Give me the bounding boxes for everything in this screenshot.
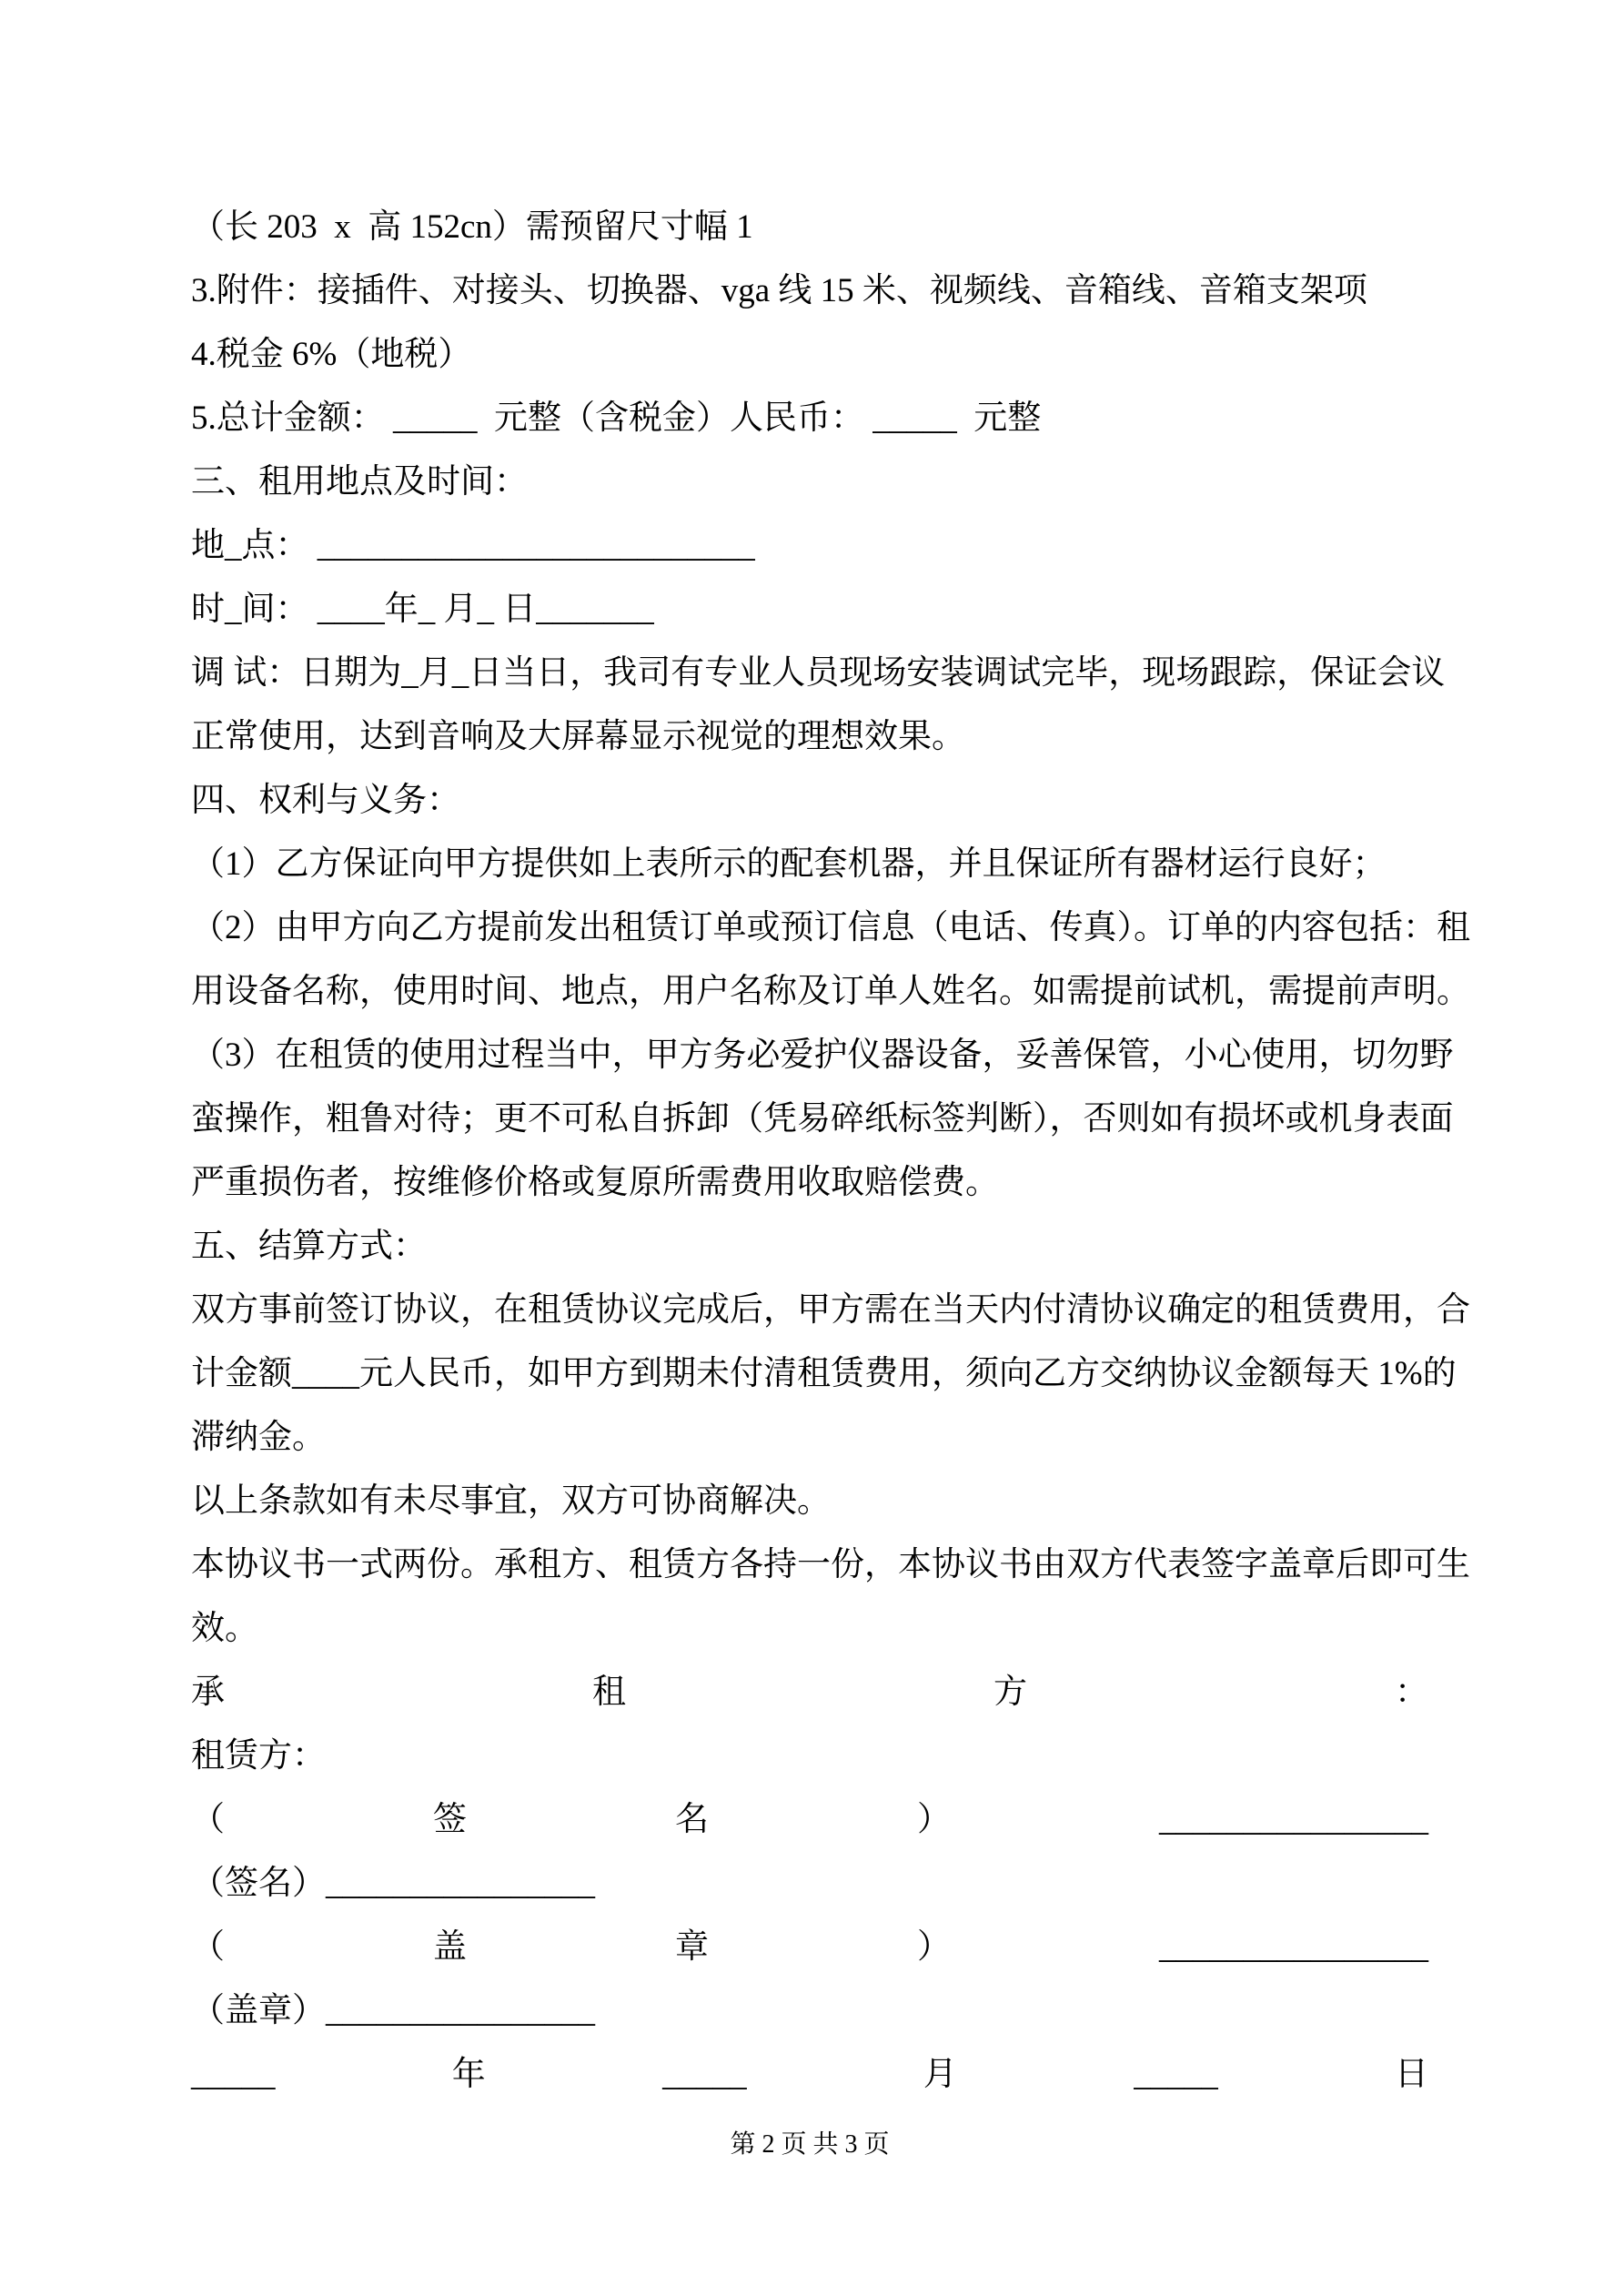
rights-item-1-line: （1）乙方保证向甲方提供如上表所示的配套机器，并且保证所有器材运行良好； — [191, 845, 1387, 883]
date-line — [191, 2043, 1428, 2107]
lessee-colon: ： — [1395, 1674, 1428, 1711]
lessee-char-1: 承 — [191, 1674, 225, 1711]
section-5-heading: 五、结算方式： — [191, 1228, 427, 1265]
signature-close-paren: ） — [917, 1801, 951, 1838]
clause-attachments-line: 3.附件：接插件、对接头、切换器、vga 线 15 米、视频线、音箱线、音箱支架项 — [191, 272, 1367, 309]
document-body — [191, 196, 1470, 2163]
seal-open-paren: （ — [191, 1928, 225, 1966]
clause-total-amount-line: 5.总计金额： _____ 元整（含税金）人民币： _____ 元整 — [191, 400, 1042, 437]
settlement-line-1: 双方事前签订协议，在租赁协议完成后，甲方需在当天内付清协议确定的租赁费用，合 — [191, 1291, 1470, 1329]
settlement-line-2: 计金额____元人民币，如甲方到期未付清租赁费用，须向乙方交纳协议金额每天 1%的 — [191, 1355, 1457, 1392]
signature-blank-line: （签名）________________ — [191, 1865, 595, 1902]
section-3-heading: 三、租用地点及时间： — [191, 463, 528, 501]
rights-item-2-line-1: （2）由甲方向乙方提前发出租赁订单或预订信息（电话、传真）。订单的内容包括：租 — [191, 909, 1470, 946]
page-number-footer: 第 2 页 共 3 页 — [730, 2130, 890, 2159]
tuning-note-line-1: 调 试：日期为_月_日当日，我司有专业人员现场安装调试完毕，现场跟踪，保证会议 — [191, 654, 1446, 692]
seal-blank-line: （盖章）________________ — [191, 1992, 595, 2029]
rights-item-3-line-2: 蛮操作，粗鲁对待；更不可私自拆卸（凭易碎纸标签判断），否则如有损坏或机身表面 — [191, 1100, 1454, 1138]
lessee-party-spread-line — [191, 1661, 1428, 1725]
location-field-line: 地_点： __________________________ — [191, 527, 755, 564]
year-label: 年 — [451, 2056, 486, 2093]
copies-effective-line-2: 效。 — [191, 1610, 258, 1647]
seal-blank-underline: ________________ — [1159, 1928, 1428, 1966]
lessor-party-line: 租赁方： — [191, 1737, 326, 1775]
section-4-heading: 四、权利与义务： — [191, 782, 460, 819]
seal-char-2: 章 — [675, 1928, 709, 1966]
tuning-note-line-2: 正常使用，达到音响及大屏幕显示视觉的理想效果。 — [191, 718, 965, 755]
copies-effective-line-1: 本协议书一式两份。承租方、租赁方各持一份，本协议书由双方代表签字盖章后即可生 — [191, 1546, 1470, 1583]
month-blank-underline: _____ — [662, 2056, 747, 2093]
rights-item-3-line-3: 严重损伤者，按维修价格或复原所需费用收取赔偿费。 — [191, 1164, 999, 1201]
day-label: 日 — [1394, 2056, 1428, 2093]
signature-char-2: 名 — [675, 1801, 709, 1838]
seal-close-paren: ） — [917, 1928, 951, 1966]
signature-char-1: 签 — [433, 1801, 467, 1838]
lessee-char-2: 租 — [592, 1674, 626, 1711]
time-field-line: 时_间： ____年_ 月_ 日_______ — [191, 591, 654, 628]
lessee-char-3: 方 — [994, 1674, 1027, 1711]
signature-label-spread-line — [191, 1788, 1428, 1852]
year-blank-underline: _____ — [191, 2056, 276, 2093]
clause-tax-line: 4.税金 6%（地税） — [191, 336, 472, 373]
rights-item-2-line-2: 用设备名称，使用时间、地点，用户名称及订单人姓名。如需提前试机，需提前声明。 — [191, 973, 1470, 1010]
size-note-line: （长 203 x 高 152cn）需预留尺寸幅 1 — [191, 208, 753, 246]
seal-char-1: 盖 — [433, 1928, 467, 1966]
settlement-line-3: 滞纳金。 — [191, 1419, 326, 1456]
month-label: 月 — [923, 2056, 957, 2093]
seal-label-spread-line — [191, 1916, 1428, 1979]
signature-open-paren: （ — [191, 1801, 225, 1838]
day-blank-underline: _____ — [1134, 2056, 1218, 2093]
remaining-terms-line: 以上条款如有未尽事宜，双方可协商解决。 — [191, 1482, 831, 1520]
signature-blank-underline: ________________ — [1159, 1801, 1428, 1838]
rights-item-3-line-1: （3）在租赁的使用过程当中，甲方务必爱护仪器设备，妥善保管，小心使用，切勿野 — [191, 1037, 1454, 1074]
